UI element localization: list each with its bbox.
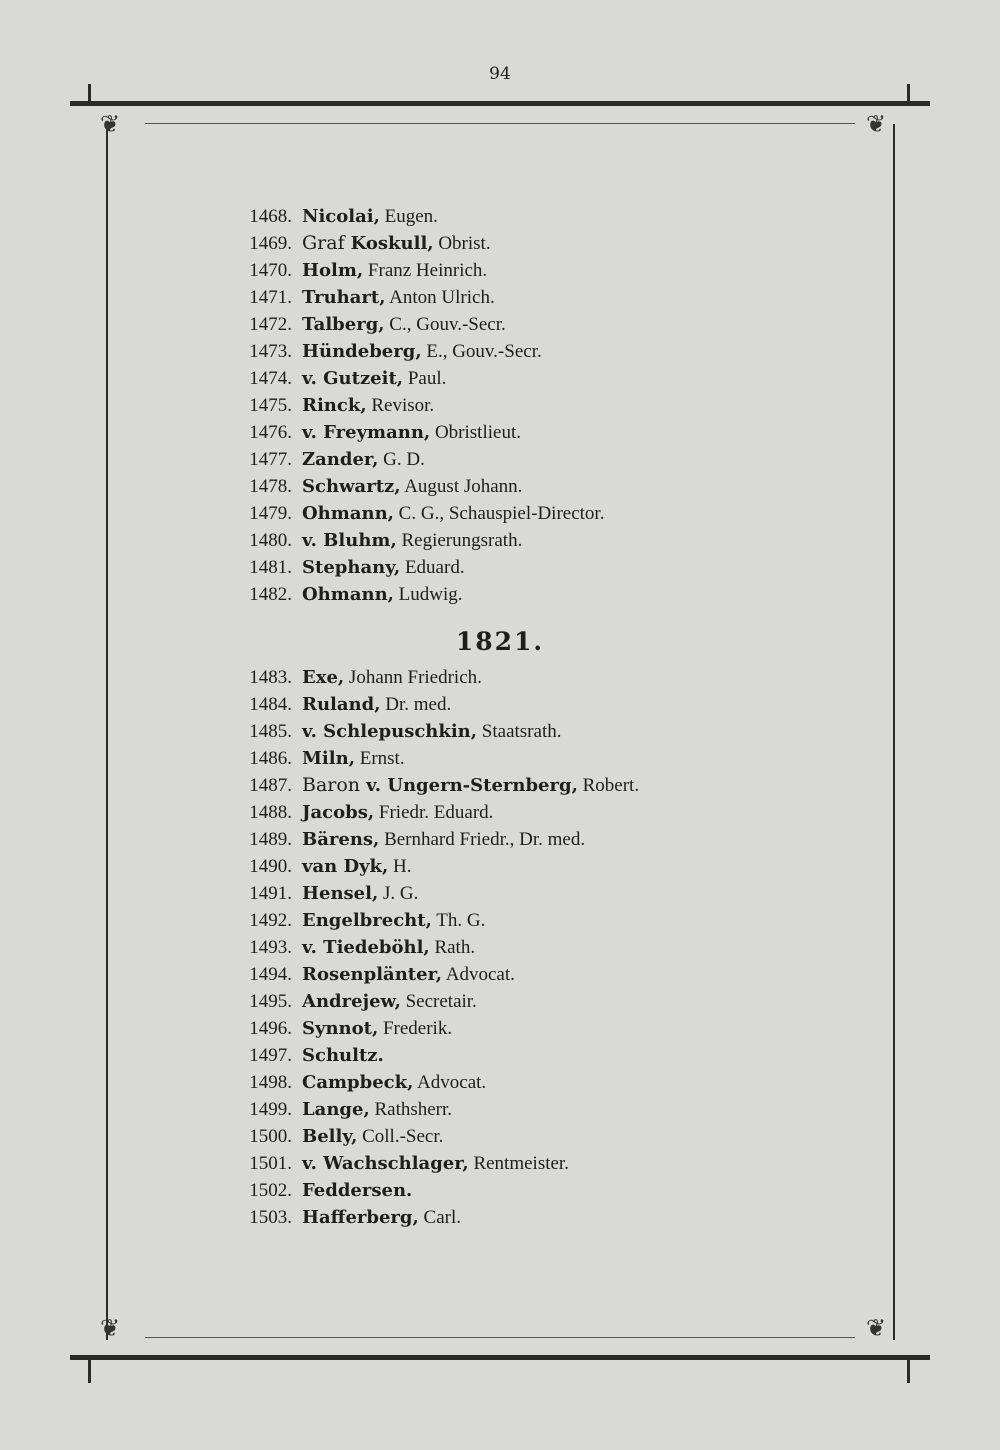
entry-number: 1477.: [249, 449, 292, 470]
entry-details: H.: [388, 856, 412, 877]
corner-ornament-icon: ❦: [100, 1314, 121, 1342]
list-item: [200, 934, 760, 961]
list-item: [200, 446, 760, 473]
entry-name: Hafferberg,: [302, 1207, 419, 1228]
entry-number: 1470.: [249, 260, 292, 281]
entry-name: Hündeberg,: [302, 341, 422, 362]
frame-stub: [907, 84, 910, 104]
list-item: [200, 880, 760, 907]
entry-number: 1480.: [249, 530, 292, 551]
entry-number: 1474.: [249, 368, 292, 389]
entry-number: 1478.: [249, 476, 292, 497]
entry-details: Friedr. Eduard.: [374, 802, 494, 823]
entry-number: 1476.: [249, 422, 292, 443]
entry-details: Revisor.: [366, 395, 435, 416]
entry-details: C., Gouv.-Secr.: [384, 314, 506, 335]
list-item: [200, 1123, 760, 1150]
frame-inner-bottom: [145, 1337, 855, 1338]
entry-number: 1485.: [249, 721, 292, 742]
entry-details: Eduard.: [400, 557, 465, 578]
entry-name: v. Wachschlager,: [302, 1153, 469, 1174]
entry-name: Ohmann,: [302, 584, 394, 605]
entry-details: Anton Ulrich.: [385, 287, 495, 308]
list-item: [200, 1096, 760, 1123]
entry-name: Exe,: [302, 667, 345, 688]
entry-name: Talberg,: [302, 314, 385, 335]
list-item: [200, 799, 760, 826]
entry-name: Belly,: [302, 1126, 358, 1147]
entry-details: Regierungsrath.: [396, 530, 523, 551]
entries-after-year: [200, 664, 760, 1231]
entry-number: 1473.: [249, 341, 292, 362]
entry-name: v. Tiedeböhl,: [302, 937, 430, 958]
list-item: [200, 988, 760, 1015]
corner-ornament-icon: ❦: [866, 1314, 887, 1342]
list-item: [200, 527, 760, 554]
entry-number: 1503.: [249, 1207, 292, 1228]
entry-number: 1502.: [249, 1180, 292, 1201]
entry-name: v. Bluhm,: [302, 530, 397, 551]
list-item: [200, 853, 760, 880]
entry-number: 1483.: [249, 667, 292, 688]
entry-number: 1493.: [249, 937, 292, 958]
entry-number: 1471.: [249, 287, 292, 308]
list-item: [200, 554, 760, 581]
list-item: [200, 581, 760, 608]
entry-prefix: Baron: [302, 774, 367, 796]
frame-bottom-rule: [70, 1355, 930, 1360]
frame-inner-right: [893, 124, 895, 1340]
entry-name: Feddersen.: [302, 1180, 413, 1201]
entry-number: 1487.: [249, 775, 292, 796]
entry-name: Ohmann,: [302, 503, 394, 524]
list-item: [200, 392, 760, 419]
entry-name: Lange,: [302, 1099, 370, 1120]
entry-name: Nicolai,: [302, 206, 380, 227]
list-item: [200, 664, 760, 691]
list-item: [200, 1042, 760, 1069]
entry-number: 1486.: [249, 748, 292, 769]
entry-number: 1497.: [249, 1045, 292, 1066]
list-item: [200, 718, 760, 745]
entry-name: Holm,: [302, 260, 364, 281]
entry-name: Ruland,: [302, 694, 381, 715]
entry-number: 1469.: [249, 233, 292, 254]
entry-prefix: Graf: [302, 232, 351, 254]
list-item: [200, 1204, 760, 1231]
year-heading: 1821.: [455, 627, 545, 656]
entry-details: Th. G.: [431, 910, 486, 931]
entry-details: Bernhard Friedr., Dr. med.: [379, 829, 586, 850]
entry-number: 1491.: [249, 883, 292, 904]
list-item: [200, 1150, 760, 1177]
entry-details: Paul.: [403, 368, 447, 389]
entry-details: August Johann.: [400, 476, 523, 497]
entry-number: 1492.: [249, 910, 292, 931]
entry-details: Ludwig.: [393, 584, 463, 605]
entry-name: v. Ungern-Sternberg,: [366, 775, 578, 796]
entry-number: 1488.: [249, 802, 292, 823]
entry-name: Andrejew,: [302, 991, 401, 1012]
entry-name: v. Freymann,: [302, 422, 431, 443]
entry-number: 1472.: [249, 314, 292, 335]
entry-details: Advocat.: [413, 1072, 487, 1093]
list-item: [200, 745, 760, 772]
entry-number: 1479.: [249, 503, 292, 524]
entry-number: 1499.: [249, 1099, 292, 1120]
entry-number: 1495.: [249, 991, 292, 1012]
entry-details: Rath.: [429, 937, 476, 958]
entry-details: Dr. med.: [380, 694, 452, 715]
entry-details: Carl.: [418, 1207, 461, 1228]
entry-name: Hensel,: [302, 883, 379, 904]
entry-details: Robert.: [577, 775, 640, 796]
entry-details: Secretair.: [400, 991, 477, 1012]
frame-top-rule: [70, 101, 930, 106]
entry-details: Staatsrath.: [477, 721, 562, 742]
entry-name: Jacobs,: [302, 802, 375, 823]
entry-name: Truhart,: [302, 287, 386, 308]
entry-details: Obristlieut.: [430, 422, 521, 443]
frame-inner-top: [145, 123, 855, 124]
entry-details: Ernst.: [354, 748, 405, 769]
list-item: [200, 691, 760, 718]
list-item: [200, 1177, 760, 1204]
list-item: [200, 772, 760, 799]
list-item: [200, 203, 760, 230]
entry-number: 1481.: [249, 557, 292, 578]
entry-number: 1482.: [249, 584, 292, 605]
frame-stub: [907, 1357, 910, 1383]
entry-name: v. Gutzeit,: [302, 368, 404, 389]
entry-details: Frederik.: [378, 1018, 453, 1039]
list-item: [200, 338, 760, 365]
entry-number: 1494.: [249, 964, 292, 985]
frame-inner-left: [106, 124, 108, 1340]
entry-name: Stephany,: [302, 557, 401, 578]
list-item: [200, 311, 760, 338]
list-item: [200, 961, 760, 988]
entry-details: Eugen.: [379, 206, 438, 227]
list-item: [200, 907, 760, 934]
entry-name: Synnot,: [302, 1018, 379, 1039]
entry-details: Johann Friedrich.: [344, 667, 482, 688]
entry-number: 1489.: [249, 829, 292, 850]
entry-name: v. Schlepuschkin,: [302, 721, 478, 742]
entry-name: Schwartz,: [302, 476, 401, 497]
frame-stub: [88, 1357, 91, 1383]
entry-name: Zander,: [302, 449, 379, 470]
list-item: [200, 826, 760, 853]
entry-details: Franz Heinrich.: [363, 260, 488, 281]
entry-name: Bärens,: [302, 829, 380, 850]
entry-details: J. G.: [378, 883, 419, 904]
list-item: [200, 230, 760, 257]
list-item: [200, 365, 760, 392]
entry-number: 1484.: [249, 694, 292, 715]
entry-details: E., Gouv.-Secr.: [421, 341, 542, 362]
entry-name: Miln,: [302, 748, 355, 769]
list-item: [200, 500, 760, 527]
entry-name: Rosenplänter,: [302, 964, 443, 985]
entry-number: 1496.: [249, 1018, 292, 1039]
entry-details: Rentmeister.: [468, 1153, 569, 1174]
list-item: [200, 284, 760, 311]
entry-number: 1501.: [249, 1153, 292, 1174]
list-item: [200, 1015, 760, 1042]
entries-before-year: [200, 203, 760, 608]
entry-name: Campbeck,: [302, 1072, 414, 1093]
entry-name: van Dyk,: [302, 856, 389, 877]
entry-number: 1490.: [249, 856, 292, 877]
entry-details: Coll.-Secr.: [357, 1126, 444, 1147]
list-item: [200, 1069, 760, 1096]
entry-number: 1500.: [249, 1126, 292, 1147]
frame-stub: [88, 84, 91, 104]
corner-ornament-icon: ❦: [866, 110, 887, 138]
entry-name: Rinck,: [302, 395, 367, 416]
entry-details: Rathsherr.: [369, 1099, 453, 1120]
list-item: [200, 419, 760, 446]
entry-number: 1498.: [249, 1072, 292, 1093]
member-list: [200, 203, 760, 1231]
page-number: 94: [489, 64, 511, 84]
entry-details: Advocat.: [442, 964, 515, 985]
entry-details: G. D.: [378, 449, 425, 470]
entry-details: Obrist.: [433, 233, 491, 254]
corner-ornament-icon: ❦: [100, 110, 121, 138]
entry-name: Engelbrecht,: [302, 910, 432, 931]
entry-details: C. G., Schauspiel-Director.: [393, 503, 605, 524]
entry-name: Schultz.: [302, 1045, 384, 1066]
list-item: [200, 473, 760, 500]
entry-number: 1475.: [249, 395, 292, 416]
list-item: [200, 257, 760, 284]
entry-number: 1468.: [249, 206, 292, 227]
entry-name: Koskull,: [350, 233, 434, 254]
